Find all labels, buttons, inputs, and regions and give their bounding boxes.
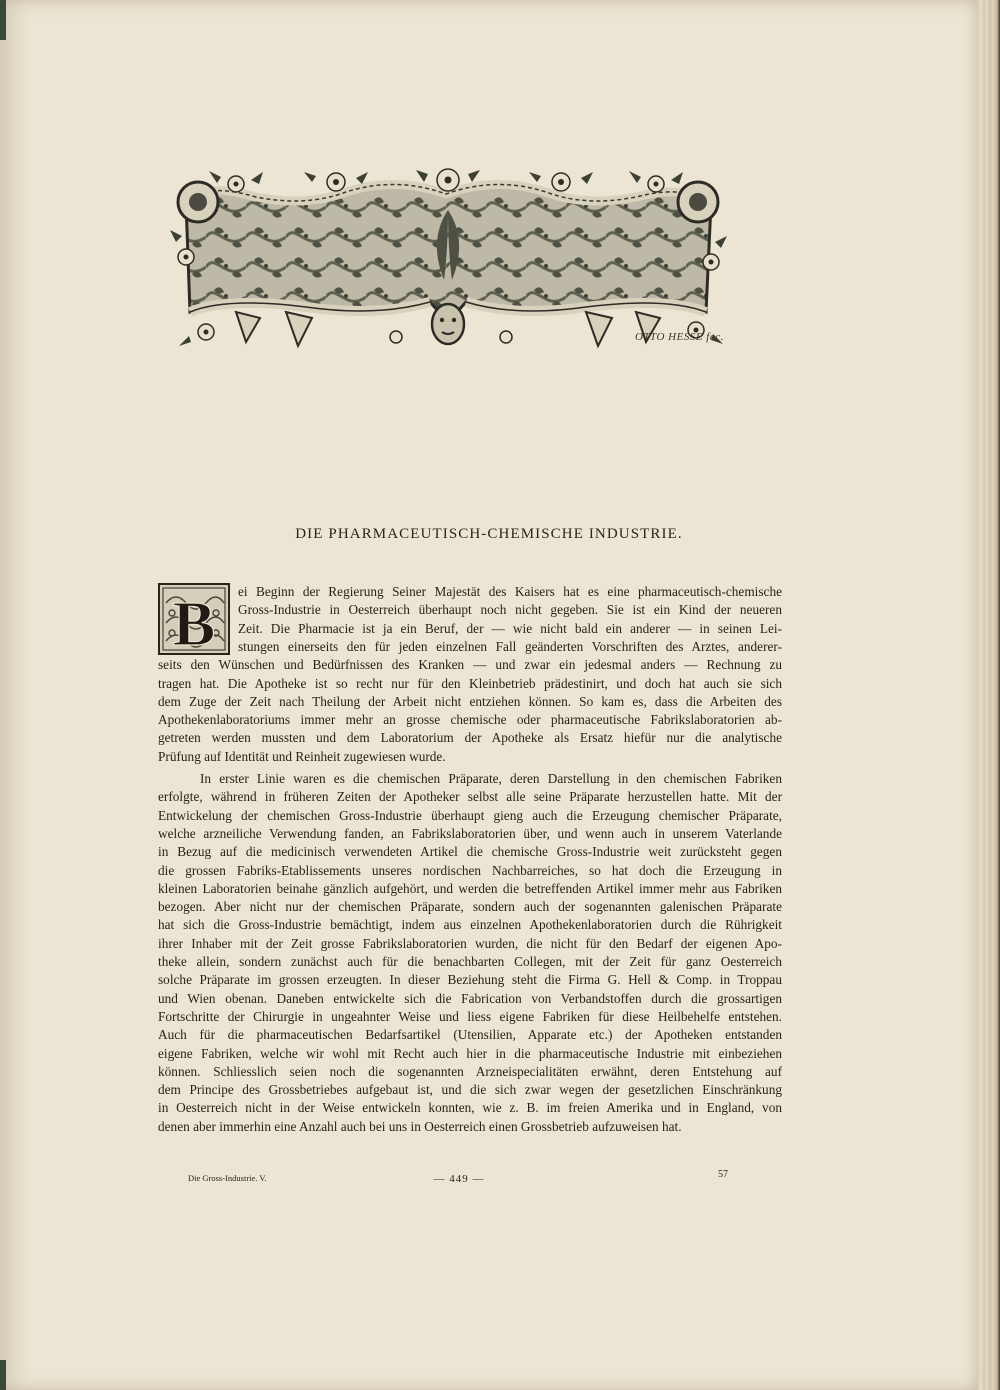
page-edge — [978, 0, 1000, 1390]
text-line: in Oesterreich nicht in der Weise entwickeln konnten, wie z. B. im freien Amerika und in England, von — [158, 1100, 782, 1116]
binding-mark-top — [0, 0, 6, 40]
text-line: Auch für die pharmaceutischen Bedarfsartikel (Utensilien, Apparate etc.) der Apotheken entstanden — [158, 1027, 782, 1043]
text-line: ihrer Inhaber mit der Zeit grosse Fabrikslaboratorien wurden, die nicht für den Bedarf der eigenen Apo- — [158, 935, 782, 951]
text-line: hat sich die Gross-Industrie bemächtigt, indem aus einzelnen Apothekenlaboratorien durch die Rührigkeit — [158, 917, 782, 933]
text-line: eigene Fabriken, welche wir wohl mit Recht auch hier in die pharmaceutische Industrie mit einbeziehen — [158, 1045, 782, 1061]
text-line: theke allein, sondern zunächst auch für die benachbarten Collegen, mit der Zeit für ganz Oesterreich — [158, 954, 782, 969]
text-line: solche Präparate im grossen erzeugten. In dieser Beziehung steht die Firma G. Hell & Comp. in Troppau — [158, 972, 782, 988]
page-title: DIE PHARMACEUTISCH-CHEMISCHE INDUSTRIE. — [295, 526, 683, 542]
text-line: tragen hat. Die Apotheke ist so recht nur für den Kleinbetrieb prädestinirt, und doch hat auch sie sich — [158, 675, 782, 691]
text-line: stungen einerseits den für jeden einzelnen Fall geänderten Vorschriften des Arztes, anderer- — [238, 638, 782, 654]
text-line: Gross-Industrie in Oesterreich überhaupt noch nicht gegeben. Sie ist ein Kind der neueren — [238, 602, 782, 618]
text-line: und Wien obenan. Daneben entwickelte sich die Fabrication von Verbandstoffen durch die grossartigen — [158, 990, 782, 1006]
text-line: können. Schliesslich seien noch die sogenannten Arzneispecialitäten erwähnt, deren Entstehung auf — [158, 1063, 782, 1079]
series-signature: Die Gross-Industrie. V. — [188, 1173, 267, 1183]
ornament-signature: OTTO HESSE fec. — [635, 331, 724, 343]
binding-mark-bottom — [0, 1360, 6, 1390]
drop-cap-initial — [158, 583, 230, 655]
header-ornament-illustration — [166, 162, 728, 356]
text-line: seits den Wünschen und Bedürfnissen des Kranken — und zwar ein jedesmal anders — Rechnung zu — [158, 657, 782, 673]
text-line: kleinen Laboratorien beinahe gänzlich aufgehört, und werden die betreffenden Artikel immer mehr aus Fabriken — [158, 880, 782, 896]
text-line: ei Beginn der Regierung Seiner Majestät des Kaisers hat es eine pharmaceutisch-chemische — [238, 584, 782, 599]
text-line: Zeit. Die Pharmacie ist ja ein Beruf, der — wie nicht bald ein anderer — in seinen Lei- — [238, 620, 782, 636]
drop-cap-letter: B — [172, 588, 216, 655]
text-line: bezogen. Aber nicht nur der chemischen Präparate, sondern auch der sogenannten galenischen Präparate — [158, 899, 782, 915]
text-line: getreten werden mussten und dem Laboratorium der Apotheke als Ersatz hiefür nur die analytische — [158, 730, 782, 746]
text-line: in Bezug auf die medicinisch verwendeten Artikel die chemische Gross-Industrie weit zurücksteht gegen — [158, 844, 782, 860]
text-line: dem Zuge der Zeit nach Theilung der Arbeit nicht entziehen können. So kam es, dass die Arbeiten des — [158, 693, 782, 709]
text-line: denen aber immerhin eine Anzahl auch bei uns in Oesterreich einen Grossbetrieb aufzuweisen hat. — [158, 1118, 682, 1134]
text-line: erfolgte, während in früheren Zeiten der Apotheker selbst alle seine Präparate herzustellen hatte. Mit der — [158, 789, 782, 805]
text-line: dem Principe des Grossbetriebes aufgebaut ist, und die sich zwar wegen der gesetzlichen Einschränkung — [158, 1082, 782, 1098]
sheet-number: 57 — [718, 1169, 728, 1180]
text-line: welche arzneiliche Verwendung fanden, an Fabrikslaboratorien über, und wenn auch in unserem Vaterlande — [158, 825, 782, 841]
text-line: Apothekenlaboratoriums immer mehr an grosse chemische oder pharmaceutische Fabrikslaboratorien ab- — [158, 712, 782, 728]
page-number: — 449 — — [433, 1173, 485, 1185]
text-line: die grossen Fabriks-Etablissements unseres nordischen Nachbarreiches, so hat doch die Erzeugung in — [158, 862, 782, 878]
text-line: In erster Linie waren es die chemischen Präparate, deren Darstellung in den chemischen Fabriken — [200, 771, 782, 786]
text-line: Prüfung auf Identität und Reinheit zugewiesen wurde. — [158, 748, 446, 764]
text-line: Entwickelung der chemischen Gross-Industrie überhaupt gieng auch die Erzeugung chemischer Präparate, — [158, 807, 782, 823]
text-line: Fortschritte der Chirurgie in ungeahnter Weise und liess eigene Fabriken für diese Heilbehelfe entstehen. — [158, 1008, 782, 1024]
